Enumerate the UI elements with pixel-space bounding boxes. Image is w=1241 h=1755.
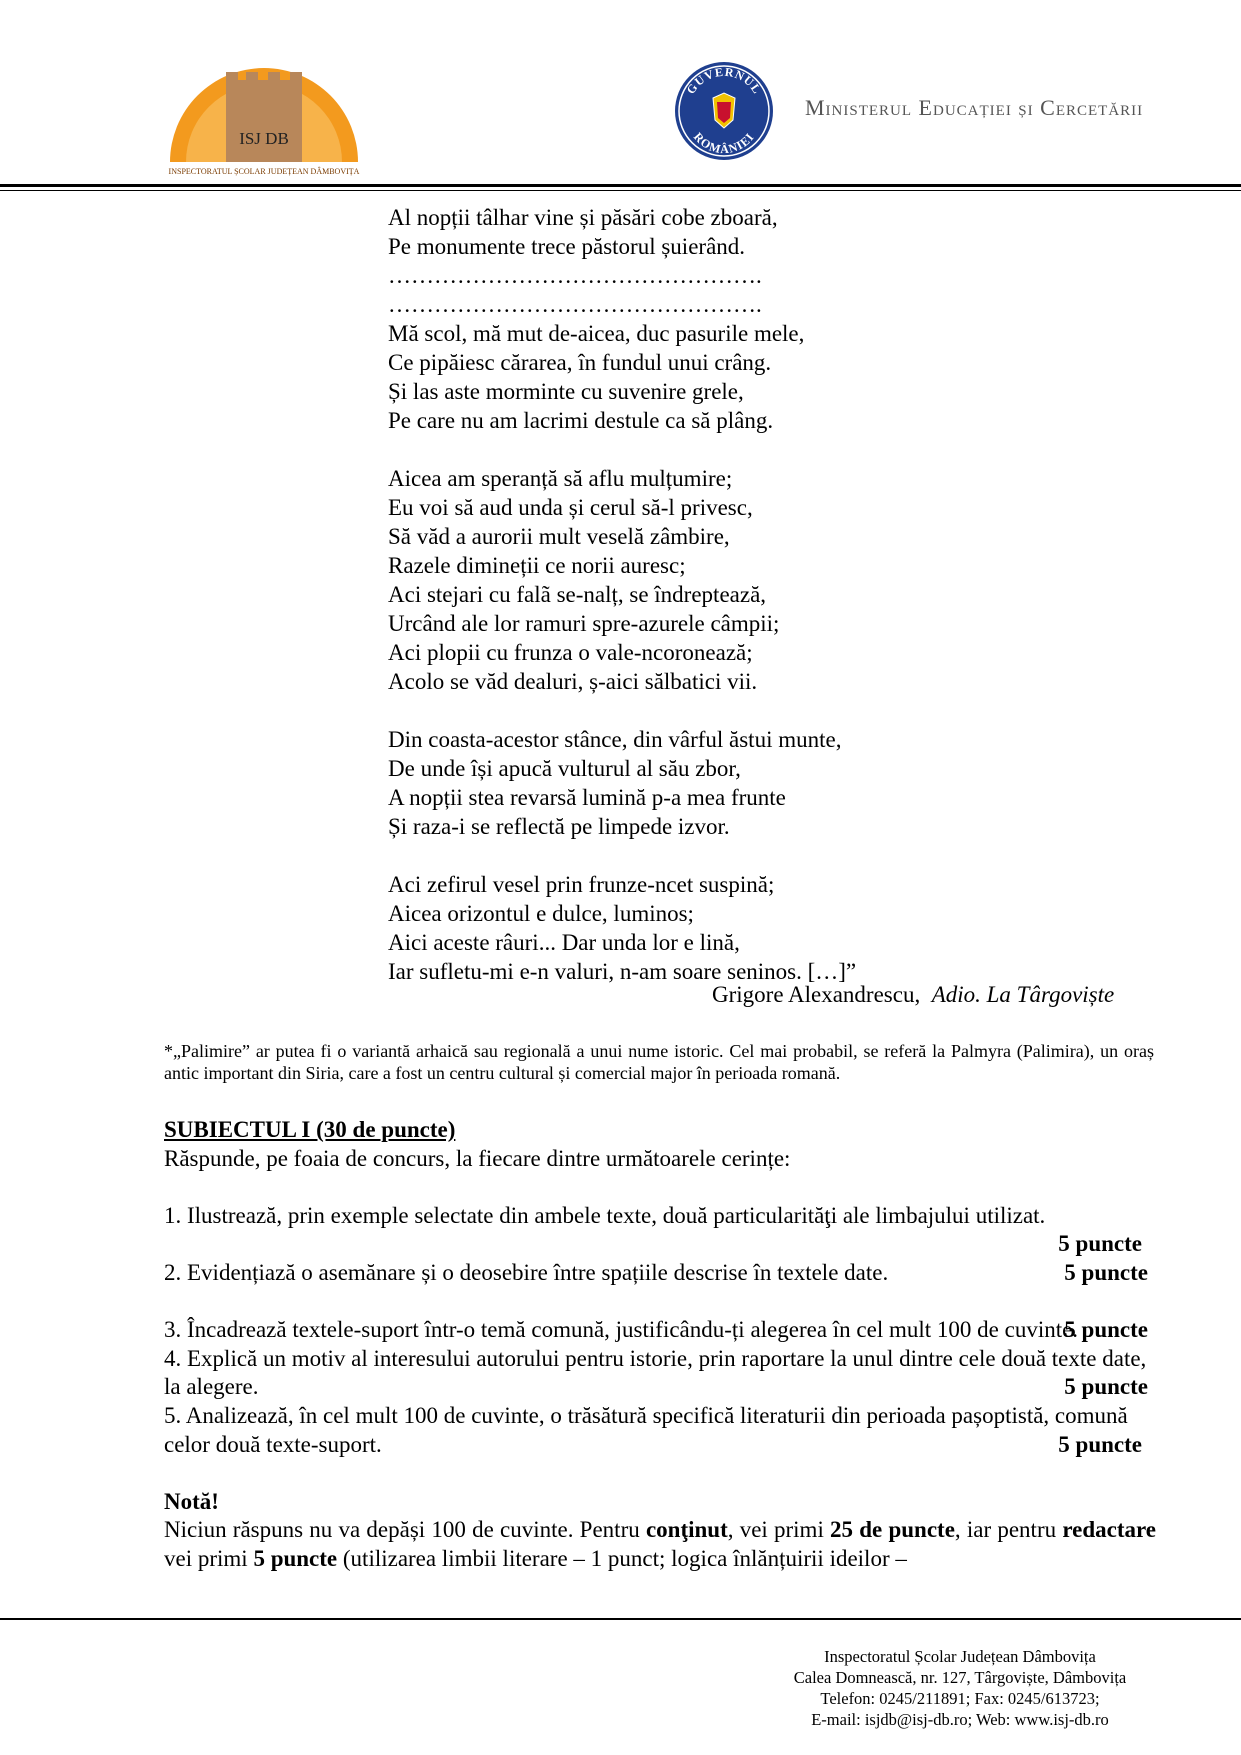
government-seal-icon <box>673 60 775 162</box>
poem-line: Din coasta-acestor stânce, din vârful ăstui munte, <box>388 727 842 752</box>
subject-instruction: Răspunde, pe foaia de concurs, la fiecare dintre următoarele cerințe: <box>164 1145 791 1171</box>
poem-line: Aci plopii cu frunza o vale-ncoronează; <box>388 640 753 665</box>
poem-line: Să văd a aurorii mult veselă zâmbire, <box>388 524 730 549</box>
author-name: Grigore Alexandrescu, <box>712 982 921 1007</box>
poem-line: Acolo se văd dealuri, ș-aici sălbatici vii. <box>388 669 758 694</box>
question-5: 5. Analizează, în cel mult 100 de cuvinte, o trăsătură specifică literaturii din perioada pașoptistă, comună celor două texte-suport. <box>164 1402 1128 1457</box>
question-5-points: 5 puncte <box>1058 1431 1142 1457</box>
subject-title: SUBIECTUL I (30 de puncte) <box>164 1117 456 1142</box>
poem-line: Aci stejari cu falã se-nalț, se îndreptează, <box>388 582 767 607</box>
poem-line: Urcând ale lor ramuri spre-azurele câmpii; <box>388 611 780 636</box>
footer-contact <box>700 1646 1220 1730</box>
poem-line: De unde își apucă vulturul al său zbor, <box>388 756 741 781</box>
footnote: *„Palimire” ar putea fi o variantă arhaică sau regională a unui nume istoric. Cel mai probabil, se referă la Palmyra (Palimira), un oraș antic important din Siria, care a fost un centru cultural și comercial major în perioada romană. <box>164 1041 1154 1083</box>
question-2-row <box>164 1259 1156 1288</box>
poem-line: Aici aceste râuri... Dar unda lor e lină, <box>388 930 740 955</box>
question-4: 4. Explică un motiv al interesului autorului pentru istorie, prin raportare la unul dintre cele două texte date, la alegere. <box>164 1345 1147 1400</box>
stanza-break <box>388 841 1168 870</box>
poem-line: …………………………………………. <box>388 292 762 317</box>
question-3-points: 5 puncte <box>1064 1317 1148 1343</box>
poem-line: Și las aste morminte cu suvenire grele, <box>388 379 744 404</box>
poem-line: Pe care nu am lacrimi destule ca să plâng. <box>388 408 774 433</box>
isj-logo-text: ISJ DB <box>239 129 289 148</box>
poem-line: Ce pipăiesc cărarea, în fundul unui crâng. <box>388 350 772 375</box>
footer-institution: Inspectoratul Școlar Județean Dâmbovița <box>824 1647 1096 1666</box>
question-2-points: 5 puncte <box>1064 1259 1148 1285</box>
question-1-points: 5 puncte <box>1058 1231 1142 1257</box>
poem-line: Razele dimineții ce norii auresc; <box>388 553 686 578</box>
poem-line: Al nopții tâlhar vine și păsări cobe zboară, <box>388 205 778 230</box>
stanza-break <box>388 435 1168 464</box>
poem-line: Eu voi să aud unda și cerul să-l privesc, <box>388 495 753 520</box>
header-divider-thin <box>0 190 1241 191</box>
poem-line: …………………………………………. <box>388 263 762 288</box>
subject-section <box>164 1116 1156 1574</box>
footer-divider <box>0 1618 1241 1620</box>
header-divider <box>0 184 1241 187</box>
footer-email-web: E-mail: isjdb@isj-db.ro; Web: www.isj-db.ro <box>811 1710 1109 1729</box>
note-text: Niciun răspuns nu va depăși 100 de cuvinte. Pentru conţinut, vei primi 25 de puncte, iar pentru redactare vei primi 5 puncte (utilizarea limbii literare – 1 punct; logica înlănțuirii ideilor – <box>164 1517 1156 1571</box>
poem-line: Aicea orizontul e dulce, luminos; <box>388 901 694 926</box>
poem-line: Și raza-i se reflectă pe limpede izvor. <box>388 814 730 839</box>
question-3: 3. Încadrează textele-suport într-o temă comună, justificându-ți alegerea în cel mult 100 de cuvinte. <box>164 1317 1079 1343</box>
isj-logo-caption: INSPECTORATUL ȘCOLAR JUDEȚEAN DÂMBOVIȚA <box>168 167 360 176</box>
seal-text-bottom: ROMÂNIEI <box>690 129 758 157</box>
poem-attribution <box>712 982 1114 1008</box>
poem-title: Adio. La Târgoviște <box>931 982 1115 1007</box>
footer-address: Calea Domnească, nr. 127, Târgoviște, Dâmbovița <box>793 1668 1127 1687</box>
isj-db-logo <box>164 58 364 178</box>
seal-text-top: GUVERNUL <box>683 64 765 97</box>
question-1: 1. Ilustrează, prin exemple selectate din ambele texte, două particularităţi ale limbajului utilizat. <box>164 1202 1046 1228</box>
footer-phone: Telefon: 0245/211891; Fax: 0245/613723; <box>820 1689 1100 1708</box>
ministry-name: Ministerul Educației și Cercetării <box>805 95 1144 120</box>
stanza-break <box>388 696 1168 725</box>
question-2: 2. Evidențiază o asemănare și o deosebire între spațiile descrise în textele date. <box>164 1259 889 1285</box>
note-title: Notă! <box>164 1488 219 1514</box>
poem-line: Mă scol, mă mut de-aicea, duc pasurile mele, <box>388 321 805 346</box>
poem-line: Pe monumente trece păstorul șuierând. <box>388 234 746 259</box>
question-4-points: 5 puncte <box>1064 1374 1148 1400</box>
poem-line: Aci zefirul vesel prin frunze-ncet suspină; <box>388 872 775 897</box>
poem-line: A nopții stea revarsă lumină p-a mea frunte <box>388 785 786 810</box>
poem-text <box>388 203 1168 986</box>
poem-line: Aicea am speranță să aflu mulțumire; <box>388 466 733 491</box>
poem-line: Iar sufletu-mi e-n valuri, n-am soare seninos. […]” <box>388 959 857 984</box>
